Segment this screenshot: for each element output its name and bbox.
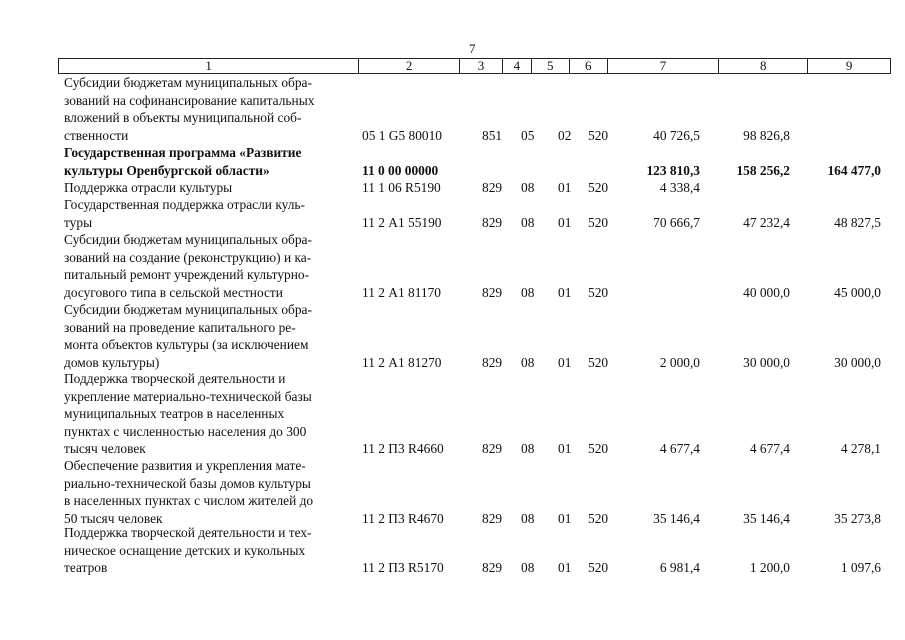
row-value-7: 40 726,5 [653,127,700,143]
row-col-5: 01 [558,510,572,526]
row-col-6: 520 [588,284,609,300]
header-col-6: 6 [570,59,608,73]
row-value-8: 35 146,4 [743,510,790,526]
header-col-7: 7 [608,59,720,73]
row-col-4: 08 [521,214,535,230]
row-col-3: 829 [482,214,503,230]
table-row [0,370,905,458]
row-value-7: 123 810,3 [646,162,700,178]
row-value-7: 4 677,4 [659,441,700,456]
row-value-7: 35 146,4 [653,510,700,526]
row-value-8: 4 677,4 [749,441,790,456]
header-col-2: 2 [359,59,460,73]
row-value-9: 35 273,8 [834,510,881,526]
row-col-3: 851 [482,127,503,143]
row-col-5: 01 [558,180,572,195]
row-code: 11 2 П3 R4660 [362,441,444,456]
table-row [0,524,905,577]
header-col-8: 8 [719,59,808,73]
row-value-7: 2 000,0 [659,354,700,370]
row-col-6: 520 [588,127,609,143]
header-col-9: 9 [845,58,853,73]
row-value-9: 30 000,0 [834,354,881,370]
row-col-3: 829 [482,354,503,370]
table-row [0,301,905,371]
row-code: 11 2 П3 R5170 [362,560,444,575]
row-col-4: 08 [521,354,535,370]
row-value-8: 98 826,8 [743,127,790,143]
row-col-4: 08 [521,560,535,575]
row-name: Субсидии бюджетам муниципальных обра- зований на софинансирование капитальных вложений в объекты муниципальной соб- ственности [64,75,315,143]
row-name: Государственная программа «Развитие культуры Оренбургской области» [64,145,302,178]
row-code: 11 2 П3 R4670 [362,510,444,526]
table-row [0,196,905,231]
row-value-9: 164 477,0 [827,162,881,178]
row-col-5: 01 [558,354,572,370]
row-value-9: 4 278,1 [840,441,881,456]
row-col-5: 01 [558,441,572,456]
row-col-4: 05 [521,127,535,143]
row-value-8: 40 000,0 [743,284,790,300]
row-value-9: 1 097,6 [840,560,881,575]
row-col-5: 02 [558,127,572,143]
row-col-6: 520 [588,441,609,456]
row-name: Обеспечение развития и укрепления мате- риально-технической базы домов культуры в населенных пунктах с числом жителей до 50 тысяч человек [64,458,314,526]
row-code: 11 0 00 00000 [362,162,439,178]
row-value-8: 47 232,4 [743,214,790,230]
table-row [0,144,905,179]
row-code: 11 2 А1 81270 [362,354,442,370]
header-col-5: 5 [532,59,570,73]
row-value-7: 70 666,7 [653,214,700,230]
row-code: 11 2 А1 81170 [362,284,441,300]
row-col-6: 520 [588,180,609,195]
row-col-5: 01 [558,284,572,300]
row-name: Субсидии бюджетам муниципальных обра- зований на создание (реконструкцию) и ка- питальный ремонт учреждений культурно- досугового типа в сельской местности [64,232,312,300]
row-value-7: 6 981,4 [659,560,700,575]
row-col-6: 520 [588,354,609,370]
row-value-7: 4 338,4 [659,180,700,195]
table-row [0,457,905,527]
row-name: Государственная поддержка отрасли куль- туры [64,197,305,230]
row-code: 11 2 А1 55190 [362,214,442,230]
row-name: Субсидии бюджетам муниципальных обра- зований на проведение капитального ре- монта объектов культуры (за исключением домов культуры) [64,302,312,370]
row-col-4: 08 [521,284,535,300]
row-value-9: 48 827,5 [834,214,881,230]
table-row [0,74,905,144]
row-name: Поддержка творческой деятельности и укрепление материально-технической базы муниципальных театров в населенных пунктах с численностью населения до 300 тысяч человек [64,371,312,456]
row-col-3: 829 [482,284,503,300]
row-name: Поддержка отрасли культуры [64,180,233,195]
row-value-8: 158 256,2 [736,162,790,178]
row-col-3: 829 [482,560,503,575]
row-col-3: 829 [482,180,503,195]
row-code: 11 1 06 R5190 [362,180,441,195]
row-value-9: 45 000,0 [834,284,881,300]
row-value-8: 30 000,0 [743,354,790,370]
row-col-6: 520 [588,214,609,230]
row-col-6: 520 [588,560,609,575]
table-row [0,179,905,197]
row-value-8: 1 200,0 [749,560,790,575]
row-col-3: 829 [482,441,503,456]
row-code: 05 1 G5 80010 [362,127,442,143]
header-col-3: 3 [460,59,503,73]
row-name: Поддержка творческой деятельности и тех- ническое оснащение детских и кукольных театров [64,525,312,575]
row-col-6: 520 [588,510,609,526]
table-header [58,58,891,74]
header-col-1: 1 [59,59,359,73]
row-col-4: 08 [521,441,535,456]
table-row [0,231,905,301]
row-col-4: 08 [521,510,535,526]
row-col-4: 08 [521,180,535,195]
row-col-5: 01 [558,560,572,575]
page-number: 7 [469,41,476,56]
row-col-3: 829 [482,510,503,526]
header-col-4: 4 [503,59,532,73]
row-col-5: 01 [558,214,572,230]
